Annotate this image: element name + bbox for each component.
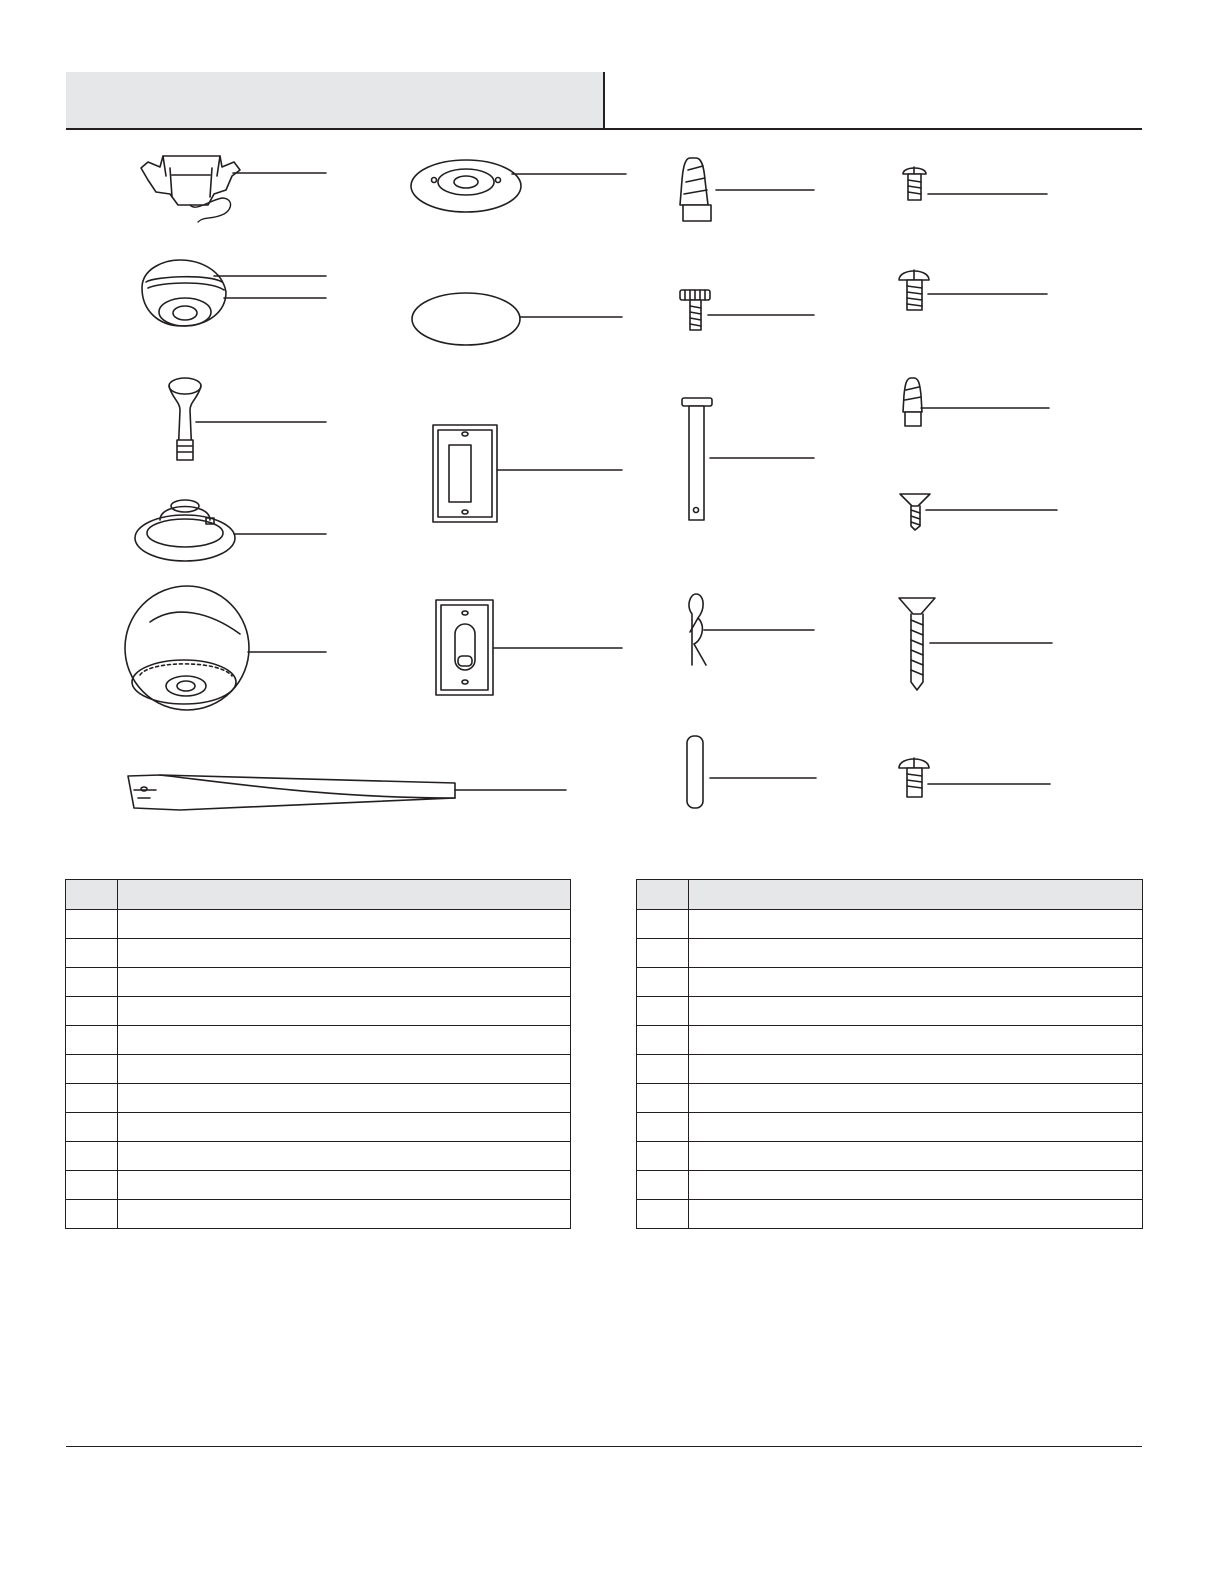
table-cell <box>689 997 1143 1026</box>
table-cell <box>118 997 571 1026</box>
table-cell <box>689 1084 1143 1113</box>
machine-screw-icon <box>899 270 1047 310</box>
table-cell <box>66 1171 118 1200</box>
table-cell <box>66 997 118 1026</box>
table-cell <box>637 968 689 997</box>
table-cell <box>689 1171 1143 1200</box>
hairpin-clip-icon <box>689 594 814 665</box>
table-row <box>637 1200 1143 1229</box>
wall-control-icon <box>436 600 622 695</box>
table-cell <box>689 910 1143 939</box>
table-row <box>66 1142 571 1171</box>
table-cell <box>689 939 1143 968</box>
table-row <box>66 997 571 1026</box>
table-cell <box>66 968 118 997</box>
table-cell <box>118 910 571 939</box>
cover-plate-icon <box>412 293 622 345</box>
column-header-description <box>118 880 571 910</box>
table-row <box>637 1084 1143 1113</box>
table-cell <box>637 1055 689 1084</box>
table-cell <box>689 968 1143 997</box>
table-row <box>637 968 1143 997</box>
motor-housing-icon <box>125 586 326 710</box>
table-row <box>66 1171 571 1200</box>
table-row <box>637 1171 1143 1200</box>
table-cell <box>66 1026 118 1055</box>
switch-wall-plate-icon <box>433 425 622 522</box>
ceiling-plate-icon <box>411 160 626 212</box>
table-cell <box>66 939 118 968</box>
clevis-pin-icon <box>682 398 814 520</box>
column-header-description <box>689 880 1143 910</box>
table-cell <box>637 997 689 1026</box>
wire-connector-large-icon <box>680 158 814 221</box>
table-cell <box>66 1200 118 1229</box>
table-cell <box>637 1026 689 1055</box>
table-cell <box>66 1084 118 1113</box>
mounting-bracket-icon <box>141 156 326 222</box>
fan-blade-icon <box>128 775 566 810</box>
table-cell <box>637 1142 689 1171</box>
table-row <box>637 1113 1143 1142</box>
table-row <box>637 1026 1143 1055</box>
table-row <box>66 1055 571 1084</box>
table-cell <box>118 1171 571 1200</box>
footer-rule <box>66 1446 1142 1447</box>
table-cell <box>637 1200 689 1229</box>
table-cell <box>66 1113 118 1142</box>
table-row <box>637 997 1143 1026</box>
table-row <box>66 1026 571 1055</box>
table-cell <box>118 968 571 997</box>
table-cell <box>689 1026 1143 1055</box>
table-row <box>66 1084 571 1113</box>
table-header-row <box>637 880 1143 910</box>
table-row <box>637 1055 1143 1084</box>
table-cell <box>637 1113 689 1142</box>
table-cell <box>118 1055 571 1084</box>
table-cell <box>118 939 571 968</box>
table-row <box>66 1200 571 1229</box>
column-header-part <box>637 880 689 910</box>
table-cell <box>689 1200 1143 1229</box>
table-cell <box>637 910 689 939</box>
table-row <box>66 968 571 997</box>
table-cell <box>689 1113 1143 1142</box>
table-cell <box>66 1142 118 1171</box>
canopy-cover-icon <box>135 500 326 561</box>
small-screw-icon <box>903 167 1047 200</box>
flat-head-screw-icon <box>900 494 1057 530</box>
table-cell <box>637 1084 689 1113</box>
table-cell <box>637 939 689 968</box>
table-row <box>66 910 571 939</box>
table-cell <box>66 910 118 939</box>
table-cell <box>118 1142 571 1171</box>
table-header-row <box>66 880 571 910</box>
table-cell <box>637 1171 689 1200</box>
parts-table-left <box>65 879 571 1229</box>
table-row <box>66 1113 571 1142</box>
thumb-screw-icon <box>680 290 814 330</box>
table-cell <box>118 1026 571 1055</box>
blade-screw-icon <box>899 758 1050 797</box>
table-cell <box>118 1113 571 1142</box>
table-cell <box>118 1084 571 1113</box>
table-cell <box>689 1142 1143 1171</box>
column-header-part <box>66 880 118 910</box>
wood-screw-icon <box>899 598 1052 690</box>
table-cell <box>66 1055 118 1084</box>
table-row <box>66 939 571 968</box>
table-cell <box>689 1055 1143 1084</box>
table-row <box>637 939 1143 968</box>
cross-pin-icon <box>687 736 816 808</box>
downrod-icon <box>169 378 326 460</box>
table-row <box>637 910 1143 939</box>
table-row <box>637 1142 1143 1171</box>
canopy-icon <box>142 260 326 326</box>
table-cell <box>118 1200 571 1229</box>
wire-connector-small-icon <box>903 378 1049 426</box>
parts-table-right <box>636 879 1143 1229</box>
